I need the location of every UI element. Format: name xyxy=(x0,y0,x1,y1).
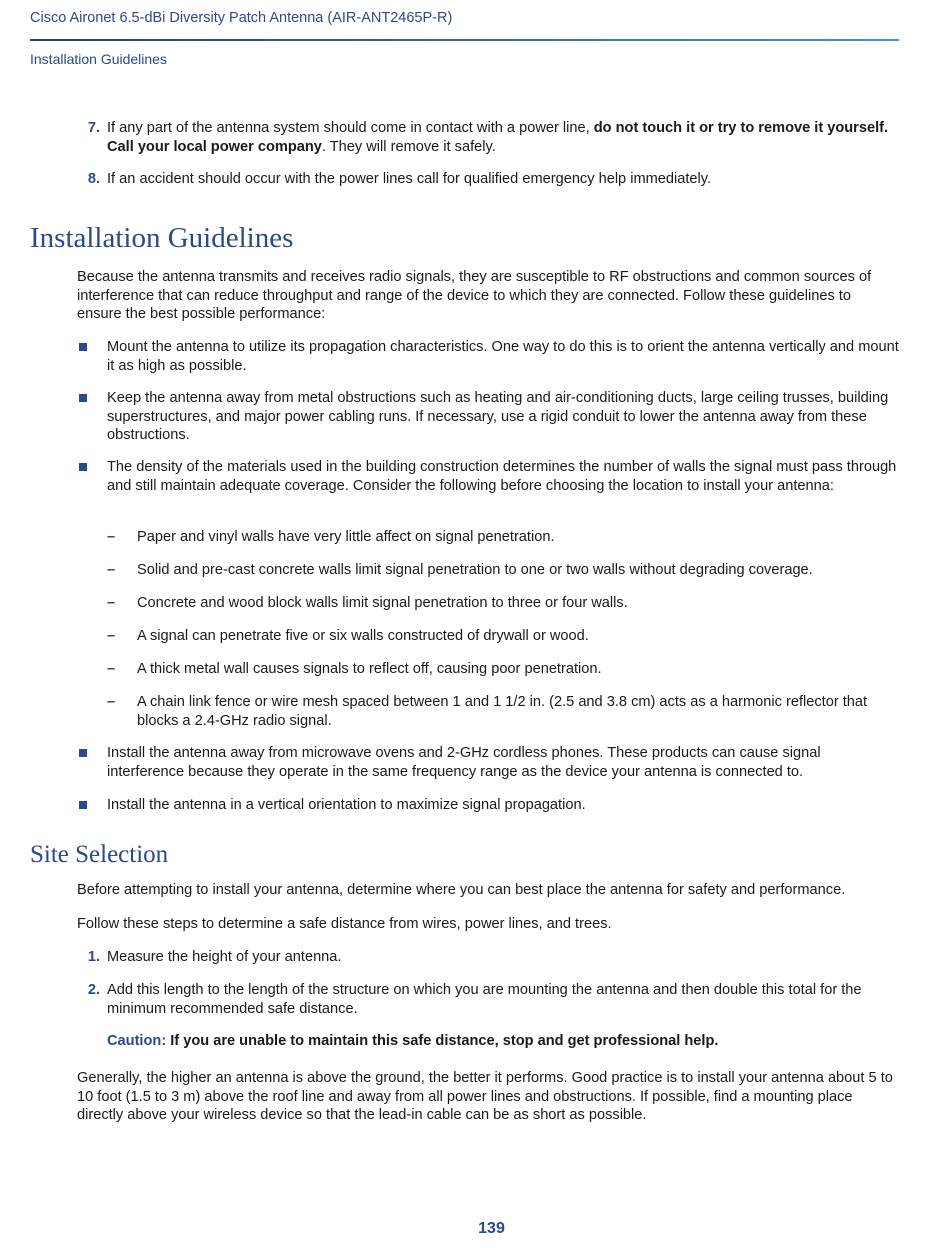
step-number: 1. xyxy=(87,949,100,965)
sub-item-text: Concrete and wood block walls limit signal penetration to three or four walls. xyxy=(137,595,628,611)
sub-list-item xyxy=(107,660,899,679)
bullet-text: The density of the materials used in the building construction determines the number of walls the signal must pass through and still maintain adequate coverage. Consider the following before choosing the location to install your antenna: xyxy=(107,459,897,494)
square-bullet-icon xyxy=(79,801,87,809)
sub-item-text: A chain link fence or wire mesh spaced between 1 and 1 1/2 in. (2.5 and 3.8 cm) acts as a harmonic reflector that blocks a 2.4-GHz radio signal. xyxy=(137,694,868,729)
dash-bullet-icon: – xyxy=(107,694,116,710)
bullet-item xyxy=(77,389,899,445)
square-bullet-icon xyxy=(79,749,87,757)
dash-bullet-icon: – xyxy=(107,562,116,578)
sub-list-item xyxy=(107,561,899,580)
site-selection-p1: Before attempting to install your antenna, determine where you can best place the antenna for safety and performance. xyxy=(77,882,846,898)
caution-text: If you are unable to maintain this safe distance, stop and get professional help. xyxy=(170,1033,719,1049)
dash-bullet-icon: – xyxy=(107,529,116,545)
heading-installation-guidelines: Installation Guidelines xyxy=(30,222,294,254)
bullet-text: Keep the antenna away from metal obstructions such as heating and air-conditioning ducts, large ceiling trusses, building superstructures, and major power cabling runs. If necessary, use a rigid conduit to lower the antenna away from these obstructions. xyxy=(107,390,889,443)
bullet-item xyxy=(77,458,899,495)
sub-list-item xyxy=(107,528,899,547)
safety-item-7 xyxy=(76,119,898,156)
bullet-item xyxy=(77,796,899,815)
site-selection-closing: Generally, the higher an antenna is above the ground, the better it performs. Good practice is to install your antenna about 5 to 10 foot (1.5 to 3 m) above the roof line and away from all power lines and obstructions. If possible, find a mounting place directly above your wireless device so that the lead-in cable can be as short as possible. xyxy=(77,1070,893,1123)
sub-list-item xyxy=(107,627,899,646)
item-number: 8. xyxy=(87,171,100,187)
bullet-text: Install the antenna away from microwave ovens and 2-GHz cordless phones. These products can cause signal interference because they operate in the same frequency range as the device your antenna is connected to. xyxy=(107,745,821,780)
dash-bullet-icon: – xyxy=(107,661,116,677)
page-number: 139 xyxy=(478,1220,505,1237)
caution-label: Caution: xyxy=(107,1033,167,1049)
sub-item-text: Paper and vinyl walls have very little affect on signal penetration. xyxy=(137,529,555,545)
bullet-item xyxy=(77,744,899,781)
bullet-item xyxy=(77,338,899,375)
dash-bullet-icon: – xyxy=(107,628,116,644)
sub-item-text: A thick metal wall causes signals to reflect off, causing poor penetration. xyxy=(137,661,602,677)
installation-intro: Because the antenna transmits and receives radio signals, they are susceptible to RF obstructions and common sources of interference that can reduce throughput and range of the device to which they are connected. Follow these guidelines to ensure the best possible performance: xyxy=(77,269,872,322)
running-header-title: Cisco Aironet 6.5-dBi Diversity Patch Antenna (AIR-ANT2465P-R) xyxy=(30,10,453,26)
site-selection-p2: Follow these steps to determine a safe distance from wires, power lines, and trees. xyxy=(77,916,612,932)
sub-list-item xyxy=(107,594,899,613)
safety-item-8 xyxy=(76,170,898,189)
bullet-text: Mount the antenna to utilize its propagation characteristics. One way to do this is to orient the antenna vertically and mount it as high as possible. xyxy=(107,339,899,374)
dash-bullet-icon: – xyxy=(107,595,116,611)
heading-site-selection: Site Selection xyxy=(30,841,169,868)
item-text-end: . They will remove it safely. xyxy=(321,138,496,155)
running-header-section: Installation Guidelines xyxy=(30,51,167,67)
step-1 xyxy=(76,948,898,967)
bullet-text: Install the antenna in a vertical orientation to maximize signal propagation. xyxy=(107,797,586,813)
square-bullet-icon xyxy=(79,343,87,351)
sub-list-item xyxy=(107,693,899,730)
caution-note xyxy=(107,1032,899,1051)
item-text: If an accident should occur with the power lines call for qualified emergency help immediately. xyxy=(107,171,712,187)
sub-item-text: A signal can penetrate five or six walls constructed of drywall or wood. xyxy=(137,628,589,644)
header-rule xyxy=(30,39,899,41)
square-bullet-icon xyxy=(79,463,87,471)
item-bold-text: do not touch it or try to remove it yourself. Call your local power company xyxy=(107,120,889,155)
step-text: Add this length to the length of the structure on which you are mounting the antenna and then double this total for the minimum recommended safe distance. xyxy=(107,982,862,1017)
sub-item-text: Solid and pre-cast concrete walls limit signal penetration to one or two walls without degrading coverage. xyxy=(137,562,813,578)
item-text: If any part of the antenna system should come in contact with a power line, xyxy=(107,120,594,136)
square-bullet-icon xyxy=(79,394,87,402)
step-2 xyxy=(76,981,898,1018)
item-number: 7. xyxy=(87,120,100,136)
step-text: Measure the height of your antenna. xyxy=(107,949,342,965)
step-number: 2. xyxy=(87,982,100,998)
